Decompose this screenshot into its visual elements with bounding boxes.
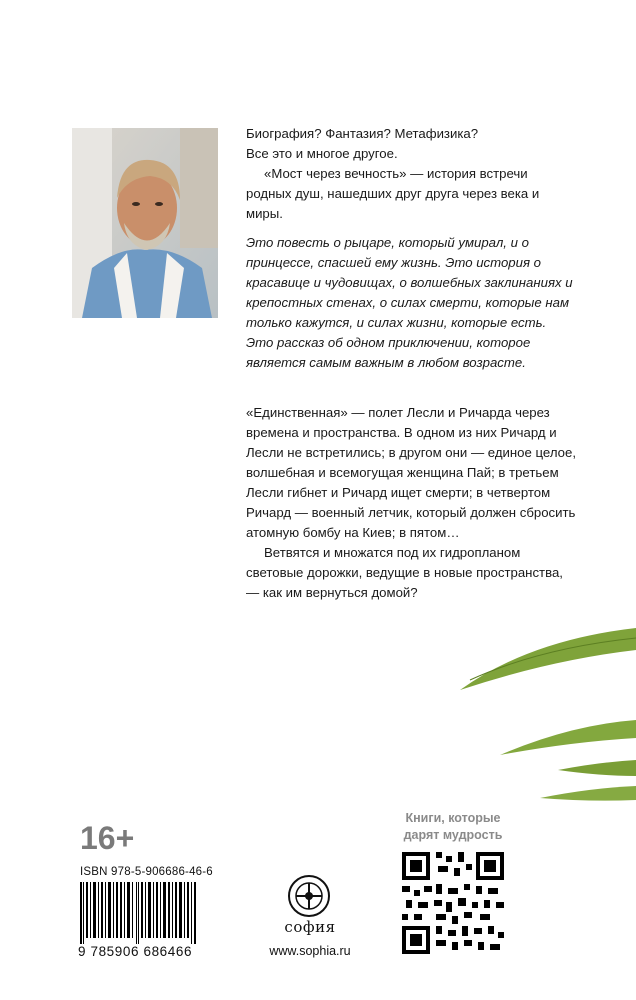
publisher-website[interactable]: www.sophia.ru xyxy=(269,944,351,958)
publisher-tagline: Книги, которые дарят мудрость xyxy=(403,811,503,842)
quote-block xyxy=(246,233,576,373)
second-description xyxy=(246,403,576,603)
leaves-illustration xyxy=(440,620,636,830)
qr-code[interactable] xyxy=(402,852,504,954)
isbn-label: ISBN 978-5-906686-46-6 xyxy=(80,866,213,878)
age-rating: 16+ xyxy=(80,820,135,856)
intro-line-2: Все это и многое другое. xyxy=(246,146,398,161)
intro-text xyxy=(246,124,576,224)
author-photo xyxy=(72,128,218,318)
intro-line-1: Биография? Фантазия? Метафизика? xyxy=(246,126,479,141)
publisher-logo-icon xyxy=(285,872,333,920)
intro-paragraph: «Мост через вечность» — история встречи родных душ, нашедших друг друга через века и миры. xyxy=(246,166,540,221)
publisher-name: софия xyxy=(284,918,336,936)
barcode-digits: 9 785906 686466 xyxy=(78,944,193,959)
quote-paragraph: Это повесть о рыцаре, который умирал, и о принцессе, спасшей ему жизнь. Это история о красавице и чудовищах, о волшебных заклинаниях и крепостных стенах, о силах смерти, которые нам только кажутся, и силах жизни, которые есть. Это рассказ об одном приключении, которое является самым важным в любом возрасте. xyxy=(246,235,573,370)
second-paragraph-2: Ветвятся и множатся под их гидропланом световые дорожки, ведущие в новые пространства, — как им вернуться домой? xyxy=(246,545,563,600)
second-paragraph-1: «Единственная» — полет Лесли и Ричарда через времена и пространства. В одном из них Ричард и Лесли не встретились; в другом они — единое целое, волшебная и всемогущая женщина Пай; в третьем Лесли гибнет и Ричард ищет смерти; в четвертом Ричард — военный летчик, который должен сбросить атомную бомбу на Киев; в пятом… xyxy=(246,405,576,540)
barcode xyxy=(80,882,198,944)
